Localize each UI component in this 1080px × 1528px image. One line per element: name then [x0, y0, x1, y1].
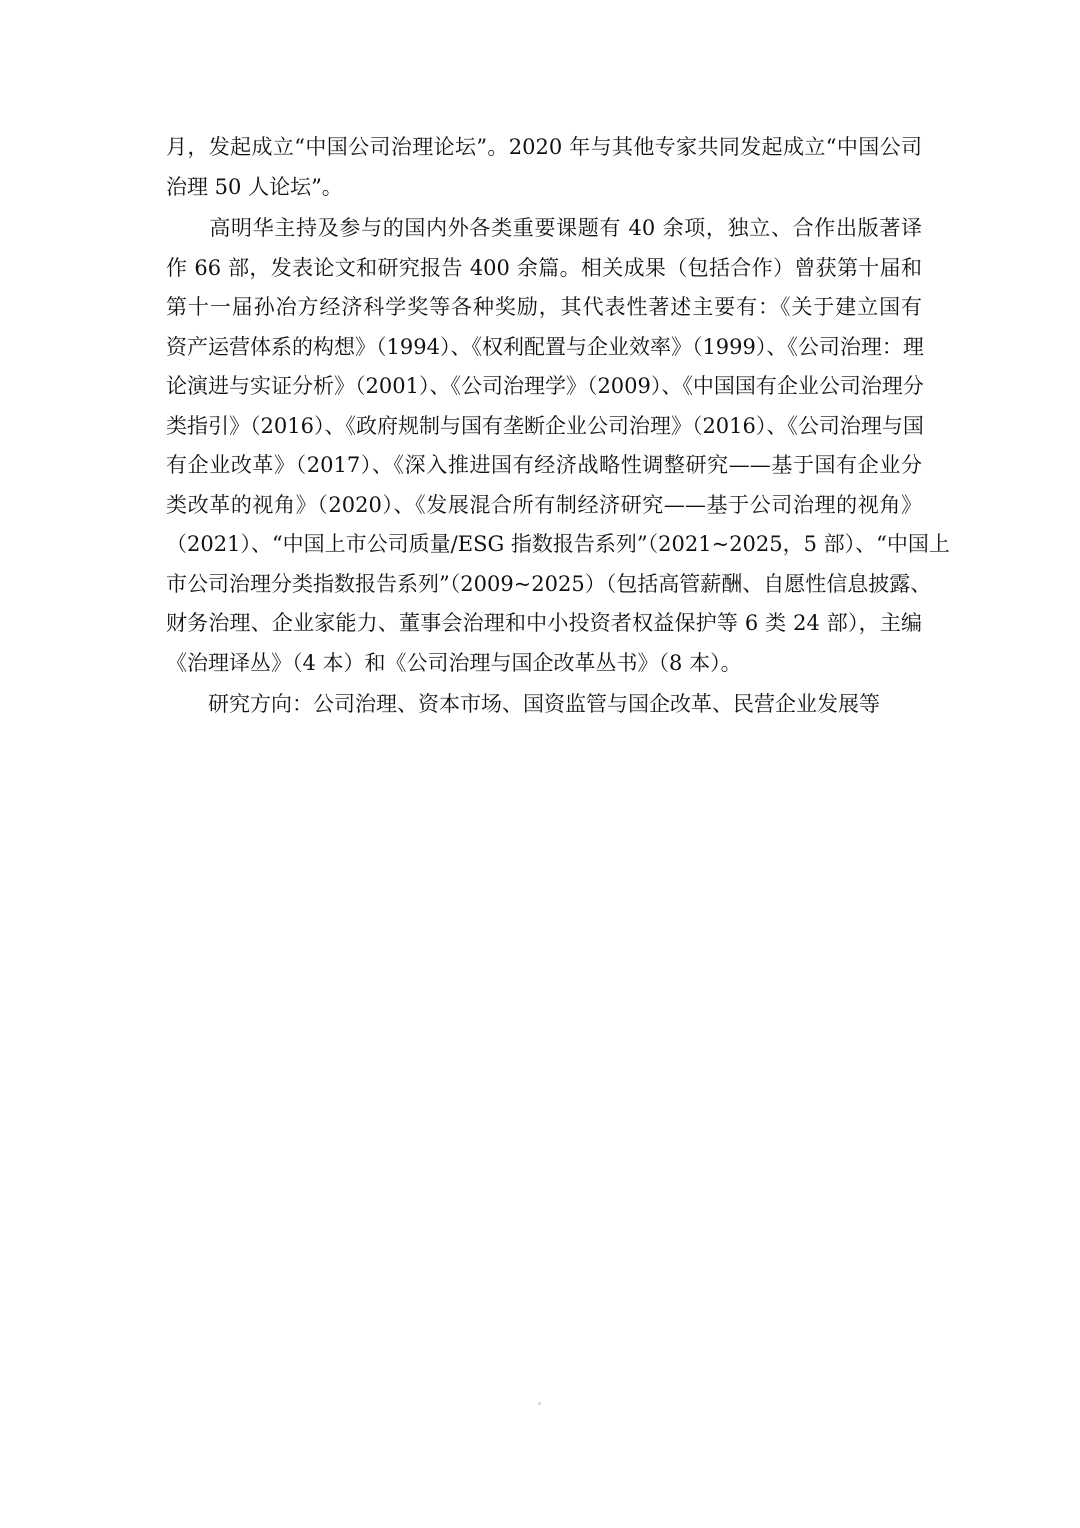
text-line: 有企业改革》（2017）、《深入推进国有经济战略性调整研究——基于国有企业分 [166, 453, 922, 477]
paragraph-research-direction [166, 685, 922, 725]
text-line: （2021）、“中国上市公司质量/ESG 指数报告系列”（2021~2025，5 部）、“中国上 [166, 532, 950, 556]
text-line: 月，发起成立“中国公司治理论坛”。2020 年与其他专家共同发起成立“中国公司 [166, 135, 922, 159]
text-line: 治理 50 人论坛”。 [166, 174, 343, 199]
text-line: 类改革的视角》（2020）、《发展混合所有制经济研究——基于公司治理的视角》 [166, 492, 922, 517]
text-line: 《治理译丛》（4 本）和《公司治理与国企改革丛书》（8 本）。 [166, 650, 742, 675]
text-line: 资产运营体系的构想》（1994）、《权利配置与企业效率》（1999）、《公司治理：理 [166, 334, 924, 359]
paragraph-forum [166, 128, 922, 207]
text-line: 第十一届孙冶方经济科学奖等各种奖励，其代表性著述主要有：《关于建立国有 [166, 295, 922, 319]
body-text [166, 128, 950, 725]
text-line: 高明华主持及参与的国内外各类重要课题有 40 余项，独立、合作出版著译 [166, 216, 922, 240]
paragraph-publications [166, 209, 950, 683]
text-line: 财务治理、企业家能力、董事会治理和中小投资者权益保护等 6 类 24 部），主编 [166, 611, 922, 635]
text-line: 市公司治理分类指数报告系列”（2009~2025）（包括高管薪酬、自愿性信息披露、 [166, 571, 932, 596]
page-mark [538, 1402, 541, 1405]
text-line: 类指引》（2016）、《政府规制与国有垄断企业公司治理》（2016）、《公司治理与国 [166, 413, 924, 438]
text-line: 研究方向：公司治理、资本市场、国资监管与国企改革、民营企业发展等 [166, 692, 880, 716]
text-line: 作 66 部，发表论文和研究报告 400 余篇。相关成果（包括合作）曾获第十届和 [166, 255, 922, 280]
text-line: 论演进与实证分析》（2001）、《公司治理学》（2009）、《中国国有企业公司治理分 [166, 374, 924, 398]
